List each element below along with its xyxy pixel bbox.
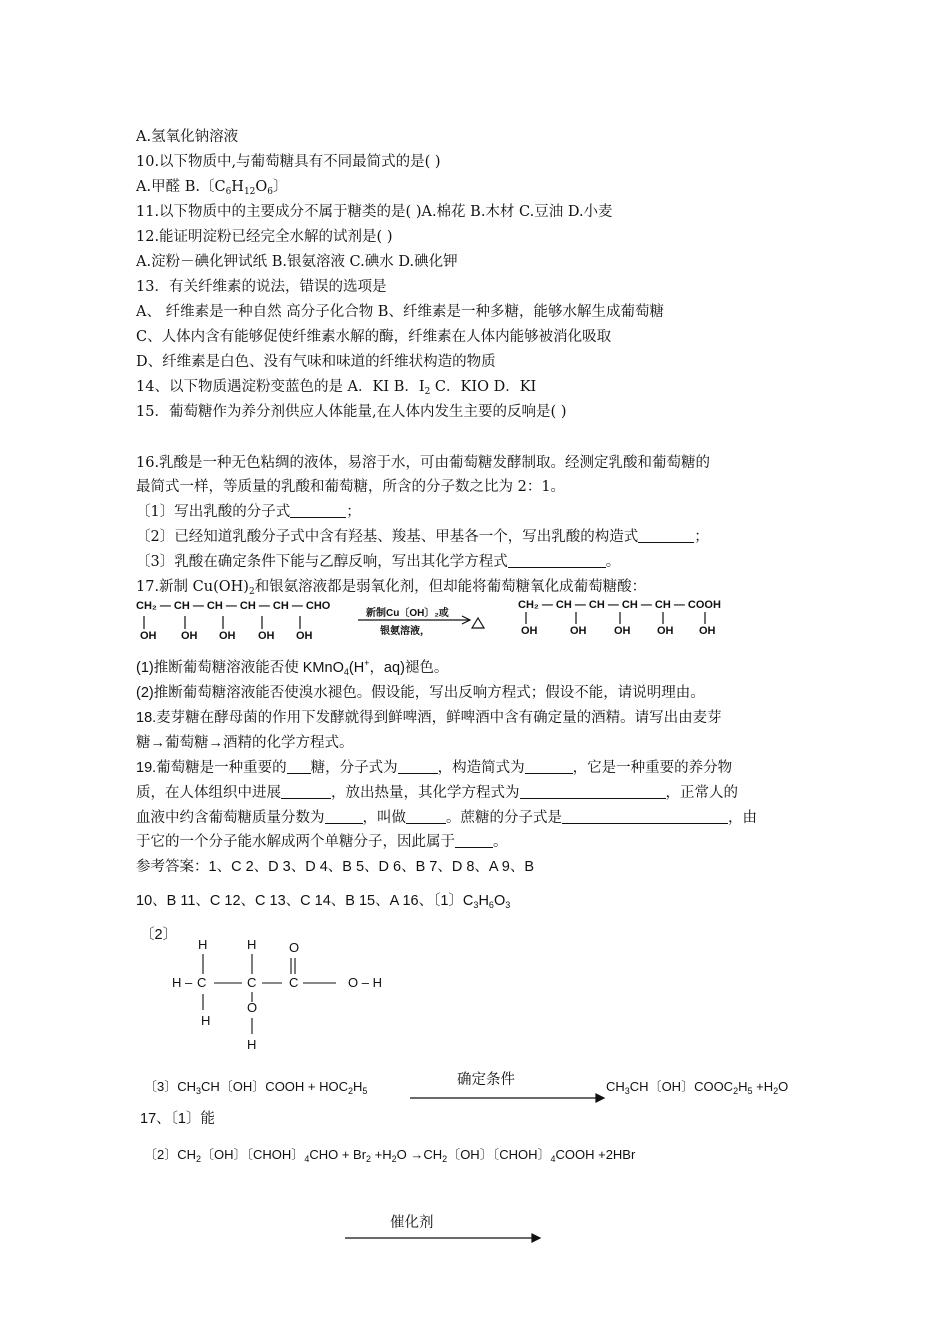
question-18-line2: 糖→葡萄糖→酒精的化学方程式。	[136, 735, 354, 751]
question-19-line1: 19.葡萄糖是一种重要的 糖，分子式为 ，构造简式为 ，它是一种重要的养分物	[136, 760, 733, 776]
atom-c-3: C	[289, 975, 299, 990]
lactic-acid-bonds	[203, 954, 336, 1034]
question-10: 10.以下物质中,与葡萄糖具有不同最简式的是( )	[136, 154, 441, 170]
glucose-oh-1: OH	[140, 630, 157, 642]
glucose-oh-2: OH	[181, 630, 198, 642]
atom-h-bottom-1: H	[201, 1013, 211, 1028]
glucose-oh-4: OH	[258, 630, 275, 642]
question-16-part3: 〔3〕乳酸在确定条件下能与乙醇反响，写出其化学方程式 。	[136, 554, 621, 570]
question-13-option-c: C、人体内含有能够促使纤维素水解的酶，纤维素在人体内能够被消化吸取	[136, 329, 612, 345]
gluconic-oh-3: OH	[614, 625, 631, 637]
gluconic-acid-chain: CH₂ — CH — CH — CH — CH — COOH	[518, 599, 721, 611]
question-16-part2: 〔2〕已经知道乳酸分子式中含有羟基、羧基、甲基各一个，写出乳酸的构造式 ；	[136, 529, 709, 545]
atom-o-carbonyl: O	[289, 940, 300, 955]
answers-10-16: 10、B 11、C 12、C 13、C 14、B 15、A 16、〔1〕$C_3H_6O_3$	[136, 893, 511, 910]
glucose-chain: CH₂ — CH — CH — CH — CH — CHO	[136, 600, 331, 612]
condition-arrow	[410, 1094, 604, 1102]
question-13: 13．有关纤维素的说法，错误的选项是	[136, 279, 387, 295]
atom-h-bottom-2: H	[247, 1037, 257, 1052]
atom-oh-right: O – H	[348, 975, 382, 990]
reaction-condition-bottom: 银氨溶液，	[380, 626, 430, 637]
catalyst-arrow	[345, 1234, 540, 1242]
answer-17-part1: 17、〔1〕能	[140, 1111, 215, 1127]
question-17-part1: (1)推断葡萄糖溶液能否使 KMnO$_4$(H+，aq)褪色。	[136, 658, 449, 677]
question-16-part1: 〔1〕写出乳酸的分子式 ；	[136, 504, 361, 520]
answer-16-part3-products: $CH_3CH$〔OH〕$COOC_2H_5 +H_2O$	[606, 1079, 789, 1096]
answer-16-part3-reactants: 〔3〕$CH_3CH$〔OH〕COOH + $HOC_2H_5$	[144, 1079, 368, 1096]
question-15: 15．葡萄糖作为养分剂供应人体能量,在人体内发生主要的反响是( )	[136, 404, 567, 420]
question-11: 11.以下物质中的主要成分不属于糖类的是( )A.棉花 B.木材 C.豆油 D.小麦	[136, 204, 613, 220]
glucose-oh-5: OH	[296, 630, 313, 642]
question-18-line1: 18.麦芽糖在酵母菌的作用下发酵就得到鲜啤酒，鲜啤酒中含有确定量的酒精。请写出由麦芽	[136, 710, 722, 726]
question-17-part2: (2)推断葡萄糖溶液能否使溴水褪色。假设能，写出反响方程式；假设不能，请说明理由。	[136, 685, 705, 701]
option-a-sodium-hydroxide: A.氢氧化钠溶液	[136, 129, 239, 145]
atom-o-hydroxyl: O	[247, 1000, 258, 1015]
question-13-option-ab: A、 纤维素是一种自然 高分子化合物 B、纤维素是一种多糖，能够水解生成葡萄糖	[136, 304, 664, 320]
gluconic-oh-2: OH	[570, 625, 587, 637]
catalyst-label: 催化剂	[390, 1215, 434, 1231]
question-13-option-d: D、纤维素是白色、没有气味和味道的纤维状构造的物质	[136, 354, 496, 370]
question-17: 17.新制 $Cu(OH)_2$和银氨溶液都是弱氧化剂，但却能将葡萄糖氧化成葡萄糖酸：	[136, 579, 647, 597]
answer-17-part2: 〔2〕$CH_2$〔OH〕〔CHOH〕$_4CHO + Br_2 +H_2O \to CH_2$〔OH〕〔CHOH〕$_4$COOH +2HBr	[144, 1147, 636, 1164]
question-10-options: A.甲醛 B.〔$C_6H_{12}O_6$〕	[136, 179, 288, 197]
question-16-line1: 16.乳酸是一种无色粘绸的液体，易溶于水，可由葡萄糖发酵制取。经测定乳酸和葡萄糖的	[136, 455, 711, 471]
question-16-line2: 最简式一样，等质量的乳酸和葡萄糖，所含的分子数之比为 2：1。	[136, 479, 566, 495]
question-19-line2: 质，在人体组织中进展 ，放出热量，其化学方程式为 ，正常人的	[136, 785, 738, 801]
condition-label: 确定条件	[457, 1072, 515, 1088]
atom-h-top-2: H	[247, 937, 257, 952]
question-12: 12.能证明淀粉已经完全水解的试剂是( )	[136, 229, 393, 245]
atom-c-2: C	[247, 975, 257, 990]
answer-16-part2-label: 〔2〕	[140, 927, 178, 943]
question-19-line3: 血液中约含葡萄糖质量分数为 ，叫做 。蔗糖的分子式是 ，由	[136, 810, 757, 826]
atom-h-top-1: H	[198, 937, 208, 952]
question-19-line4: 于它的一个分子能水解成两个单糖分子，因此属于 。	[136, 834, 508, 850]
question-14: 14、以下物质遇淀粉变蓝色的是 A．KI B．$I_2$ C．KIO D．KI	[136, 379, 537, 397]
question-12-options: A.淀粉－碘化钾试纸 B.银氨溶液 C.碘水 D.碘化钾	[136, 254, 458, 270]
atom-h-left: H –	[172, 975, 193, 990]
gluconic-oh-4: OH	[657, 625, 674, 637]
glucose-oh-3: OH	[219, 630, 236, 642]
reaction-arrow	[358, 616, 484, 628]
reference-answers: 参考答案：1、C 2、D 3、D 4、B 5、D 6、B 7、D 8、A 9、B	[136, 859, 535, 875]
reaction-condition-top: 新制Cu〔OH〕₂或	[366, 608, 449, 619]
gluconic-oh-5: OH	[699, 625, 716, 637]
gluconic-oh-1: OH	[521, 625, 538, 637]
atom-c-1: C	[197, 975, 207, 990]
